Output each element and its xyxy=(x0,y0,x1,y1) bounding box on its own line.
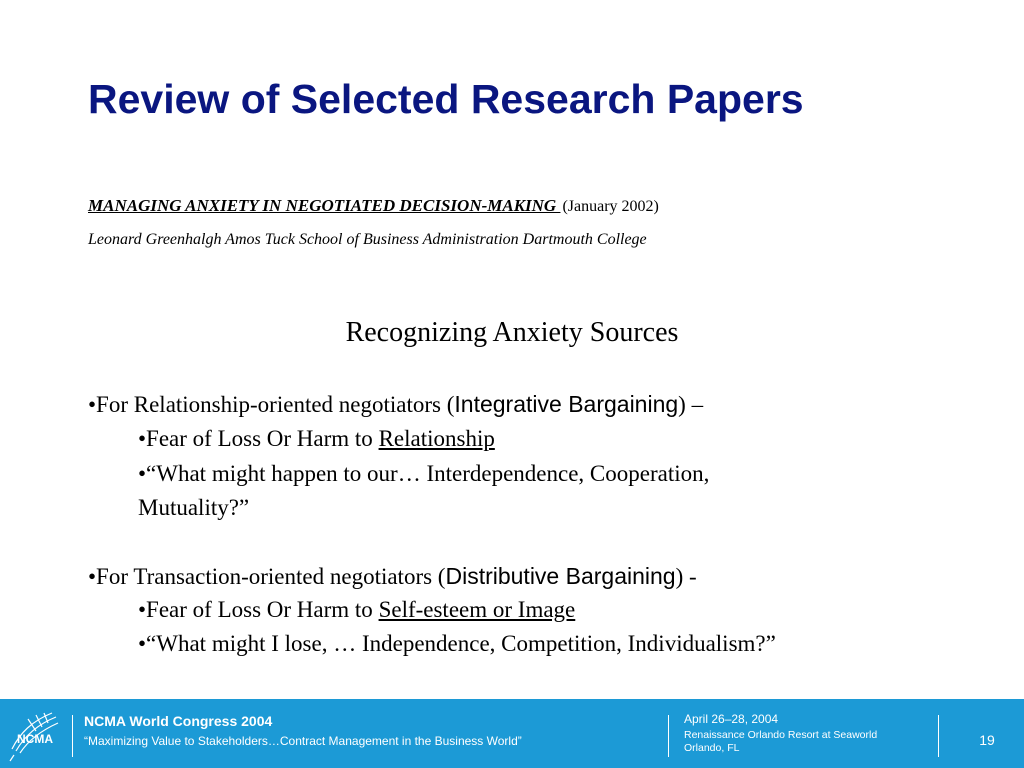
event-venue: Renaissance Orlando Resort at Seaworld xyxy=(684,729,878,741)
sub-bullet-object: Relationship xyxy=(378,426,495,451)
slide-title: Review of Selected Research Papers xyxy=(88,76,804,122)
page-number: 19 xyxy=(979,732,995,748)
event-title: NCMA World Congress 2004 xyxy=(84,713,273,729)
paper-date: (January 2002) xyxy=(562,198,659,215)
footer-bar xyxy=(0,699,1024,768)
bullet-lead-text: •For Transaction-oriented negotiators ( xyxy=(88,564,446,589)
bullet-term: Distributive Bargaining xyxy=(445,563,676,589)
ncma-logo xyxy=(6,705,64,763)
bullet-transaction-negotiators xyxy=(88,563,697,590)
bullet-term: Integrative Bargaining xyxy=(454,391,679,417)
logo-text: NCMA xyxy=(17,732,53,746)
footer-divider xyxy=(668,715,669,757)
paper-authors: Leonard Greenhalgh Amos Tuck School of Business Administration Dartmouth College xyxy=(88,231,647,248)
sub-bullet-quote-line2: Mutuality?” xyxy=(138,495,250,520)
sub-bullet-fear-self-esteem xyxy=(138,597,575,623)
sub-bullet-quote-line1: •“What might happen to our… Interdependence, Cooperation, xyxy=(138,461,710,486)
sub-bullet-text: •Fear of Loss Or Harm to xyxy=(138,597,379,622)
event-city: Orlando, FL xyxy=(684,742,740,754)
sub-bullet-quote: •“What might I lose, … Independence, Competition, Individualism?” xyxy=(138,631,776,656)
bullet-suffix: ) – xyxy=(678,392,704,417)
sub-bullet-text: •Fear of Loss Or Harm to xyxy=(138,426,379,451)
paper-citation xyxy=(88,196,659,216)
footer-divider xyxy=(938,715,939,757)
paper-title: MANAGING ANXIETY IN NEGOTIATED DECISION-MAKING xyxy=(88,196,561,215)
footer-divider xyxy=(72,715,73,757)
bullet-suffix: ) - xyxy=(675,564,697,589)
section-heading: Recognizing Anxiety Sources xyxy=(345,317,679,348)
sub-bullet-fear-relationship xyxy=(138,426,495,452)
bullet-lead-text: •For Relationship-oriented negotiators ( xyxy=(88,392,455,417)
sub-bullet-object: Self-esteem or Image xyxy=(378,597,576,622)
bullet-relationship-negotiators xyxy=(88,391,703,418)
event-theme: “Maximizing Value to Stakeholders…Contract Management in the Business World” xyxy=(84,734,522,748)
event-dates: April 26–28, 2004 xyxy=(684,712,779,726)
